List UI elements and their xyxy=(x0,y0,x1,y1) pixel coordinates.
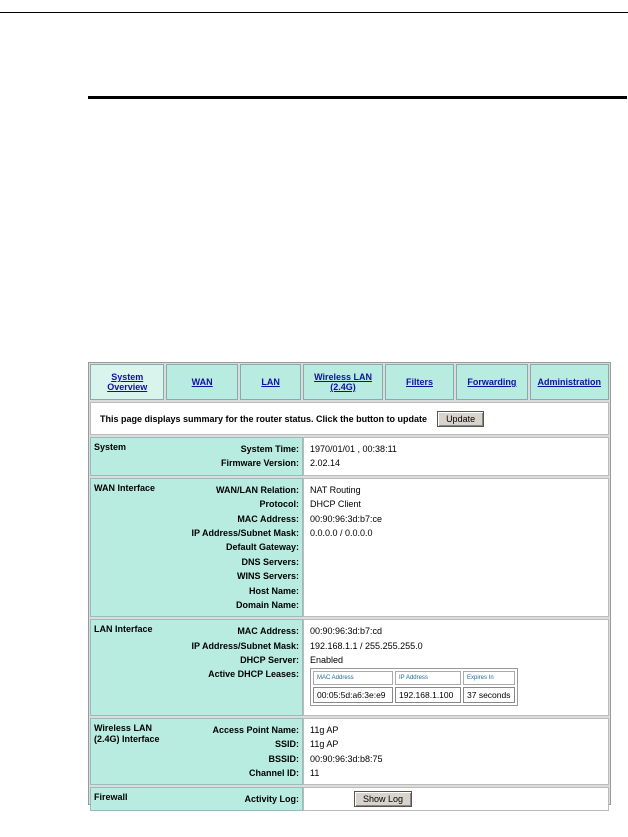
field-label: BSSID: xyxy=(268,753,299,764)
table-cell: 37 seconds xyxy=(463,687,515,703)
tab-label-line1: Wireless LAN xyxy=(314,372,373,382)
tab-label-line2: (2.4G) xyxy=(330,382,356,392)
field-value: 0.0.0.0 / 0.0.0.0 xyxy=(310,527,373,538)
field-value: 192.168.1.1 / 255.255.255.0 xyxy=(310,640,423,651)
tab-label: LAN xyxy=(261,377,280,387)
tab-label-line2: Overview xyxy=(107,382,148,392)
field-label: Host Name: xyxy=(248,585,299,596)
field-value: 00:90:96:3d:b7:ce xyxy=(310,513,383,524)
tab-administration[interactable] xyxy=(530,364,609,400)
tab-forwarding[interactable] xyxy=(456,364,527,400)
field-value: 11g AP xyxy=(310,739,339,750)
system-time-value: 1970/01/01 , 00:38:11 xyxy=(310,444,397,454)
section-title: LAN Interface xyxy=(94,624,153,635)
field-label: WINS Servers: xyxy=(236,571,299,582)
tab-label: Filters xyxy=(405,377,433,387)
field-value xyxy=(310,540,602,554)
wan-section xyxy=(90,478,609,618)
field-label: Active DHCP Leases: xyxy=(208,669,299,680)
page-top-rule xyxy=(0,12,628,13)
field-label: MAC Address: xyxy=(237,513,299,524)
section-title: WAN Interface xyxy=(94,482,156,493)
tab-label: WAN xyxy=(191,377,213,387)
firmware-version-value: 2.02.14 xyxy=(310,458,341,469)
field-label: WAN/LAN Relation: xyxy=(216,484,299,495)
intro-text: This page displays summary for the router status. Click the button to update xyxy=(100,413,428,424)
field-value: 00:90:96:3d:b8:75 xyxy=(310,753,383,764)
tab-system-overview[interactable] xyxy=(90,364,164,400)
table-cell: 192.168.1.100 xyxy=(395,687,461,703)
field-label: Default Gateway: xyxy=(225,542,299,553)
field-label: Activity Log: xyxy=(244,794,299,805)
field-label: MAC Address: xyxy=(237,626,299,637)
tab-bar xyxy=(90,364,609,400)
section-title-line1: Wireless LAN xyxy=(94,722,152,733)
router-status-panel xyxy=(88,362,611,805)
table-row xyxy=(313,687,515,703)
system-section xyxy=(90,437,609,476)
field-label: SSID: xyxy=(274,739,299,750)
column-header: IP Address xyxy=(395,671,461,685)
field-label: Channel ID: xyxy=(248,768,299,779)
field-label: DHCP Server: xyxy=(240,655,299,666)
wireless-section xyxy=(90,718,609,786)
field-value: 00:90:96:3d:b7:cd xyxy=(310,626,383,637)
table-header-row xyxy=(313,671,515,685)
field-label: Access Point Name: xyxy=(212,724,299,735)
tab-lan[interactable] xyxy=(240,364,302,400)
field-label: IP Address/Subnet Mask: xyxy=(191,640,299,651)
show-log-button[interactable]: Show Log xyxy=(354,791,412,807)
field-label: System Time: xyxy=(240,444,299,454)
field-label: DNS Servers: xyxy=(241,556,299,567)
lan-section xyxy=(90,619,609,716)
field-label: Domain Name: xyxy=(235,599,299,610)
table-cell: 00:05:5d:a6:3e:e9 xyxy=(313,687,393,703)
field-value: NAT Routing xyxy=(310,484,361,495)
intro-bar xyxy=(90,402,609,435)
tab-filters[interactable] xyxy=(385,364,454,400)
section-title: System xyxy=(94,442,127,452)
tab-label-line1: System xyxy=(111,372,144,382)
tab-label: Administration xyxy=(537,377,602,387)
update-button[interactable]: Update xyxy=(437,411,484,427)
field-value xyxy=(310,569,602,583)
field-label: Firmware Version: xyxy=(220,458,299,469)
firewall-section xyxy=(90,787,609,811)
field-label: Protocol: xyxy=(259,499,299,510)
section-title xyxy=(94,723,174,781)
section-title: Firewall xyxy=(94,792,128,803)
field-value: DHCP Client xyxy=(310,499,361,510)
field-value xyxy=(310,555,602,569)
column-header: MAC Address xyxy=(313,671,393,685)
dhcp-leases-table xyxy=(310,668,518,706)
column-header: Expires In xyxy=(463,671,515,685)
field-label: IP Address/Subnet Mask: xyxy=(191,527,299,538)
tab-wireless-lan[interactable] xyxy=(303,364,382,400)
field-value: Enabled xyxy=(310,655,344,666)
tab-label: Forwarding xyxy=(467,377,517,387)
tab-wan[interactable] xyxy=(166,364,237,400)
field-value: 11g AP xyxy=(310,724,339,735)
heading-rule xyxy=(88,96,627,99)
field-value xyxy=(310,584,602,598)
field-value xyxy=(310,598,602,612)
field-value: 11 xyxy=(310,768,320,779)
section-title-line2: (2.4G) Interface xyxy=(94,733,160,744)
